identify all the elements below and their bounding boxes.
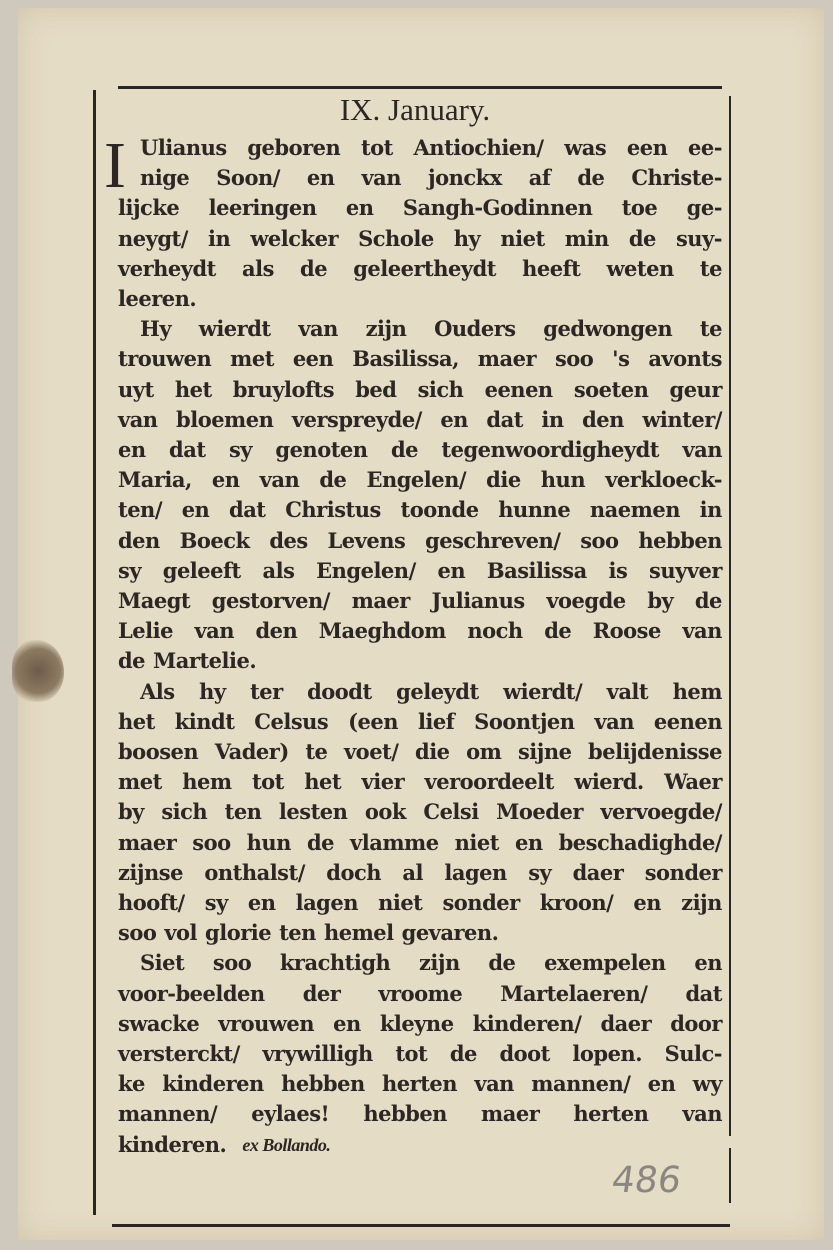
word: des xyxy=(269,527,308,553)
word: den xyxy=(118,527,160,553)
word: verkloeck- xyxy=(605,467,722,493)
word: min xyxy=(564,225,609,251)
word: Celsus xyxy=(254,708,329,734)
word: Celsi xyxy=(423,799,479,825)
word: hebben xyxy=(363,1101,447,1127)
text-line xyxy=(118,678,722,706)
word: was xyxy=(564,135,607,160)
word: in xyxy=(699,497,722,523)
text-line xyxy=(118,255,722,283)
word: en xyxy=(118,437,146,462)
word: Ulianus xyxy=(140,135,227,160)
word: hy xyxy=(453,225,481,251)
word: en xyxy=(345,195,374,221)
word: die xyxy=(486,467,521,493)
word: Basilissa, xyxy=(352,346,459,372)
word: de xyxy=(319,467,347,493)
word: trouwen xyxy=(118,346,212,372)
text-line xyxy=(118,859,722,887)
word: lief xyxy=(417,708,455,734)
word: hooft/ xyxy=(118,890,185,915)
word: Levens xyxy=(327,527,406,553)
word: neygt/ xyxy=(118,225,188,251)
word: geschreven/ xyxy=(425,527,561,553)
word: Hy xyxy=(140,316,172,342)
word: die xyxy=(415,739,450,764)
word: hebben xyxy=(638,527,722,553)
word: Sulc- xyxy=(664,1041,722,1066)
word: mannen/ xyxy=(531,1071,631,1097)
word: van xyxy=(361,165,402,191)
right-rule xyxy=(729,96,731,1136)
word: de xyxy=(390,437,418,462)
text-line xyxy=(118,889,722,917)
word: bloemen xyxy=(176,406,274,432)
text-line xyxy=(118,557,722,585)
word: de xyxy=(449,1041,477,1066)
word: om xyxy=(466,739,502,764)
word: en xyxy=(181,497,210,523)
word: leeringen xyxy=(208,195,317,221)
word: sich xyxy=(417,376,464,402)
word: Christe- xyxy=(631,165,722,191)
word: en xyxy=(633,890,662,915)
word: van xyxy=(194,618,235,644)
word: een xyxy=(292,346,334,372)
text-line xyxy=(140,134,722,162)
word: 's xyxy=(612,346,630,372)
word: kroon/ xyxy=(539,890,614,915)
word: en xyxy=(306,165,335,191)
word: eylaes! xyxy=(251,1101,330,1127)
word: doch xyxy=(326,859,382,885)
word: als xyxy=(241,255,274,281)
word: Schole xyxy=(358,225,434,251)
word: sich xyxy=(161,799,208,825)
text-line xyxy=(118,496,722,524)
text-line xyxy=(140,164,722,192)
word: het xyxy=(118,708,155,734)
word: zijn xyxy=(365,316,407,342)
word: sy xyxy=(228,437,252,462)
word: en xyxy=(647,1071,676,1097)
word: soeten xyxy=(573,376,649,402)
word: en xyxy=(440,406,468,432)
word: vrywilligh xyxy=(262,1041,373,1066)
word: ten xyxy=(224,799,262,825)
top-rule xyxy=(118,86,722,89)
word: belijdenisse xyxy=(588,739,722,764)
word: vlamme xyxy=(350,829,439,855)
word: de xyxy=(544,618,572,644)
word: eenen xyxy=(653,708,722,734)
word: niet xyxy=(500,225,545,251)
word: de xyxy=(628,225,656,251)
word: geleertheydt xyxy=(353,255,496,281)
word: by xyxy=(118,799,144,825)
word: zijnse xyxy=(118,859,183,885)
word: als xyxy=(262,557,295,583)
word: de xyxy=(118,648,146,674)
text-line xyxy=(118,406,722,434)
word: toonde xyxy=(400,497,479,523)
word: hemel xyxy=(323,920,394,946)
word: geleydt xyxy=(396,678,479,704)
text-line xyxy=(118,949,722,977)
word: ten/ xyxy=(118,497,162,523)
word: ook xyxy=(364,799,406,825)
word: tot xyxy=(251,769,284,795)
word: te xyxy=(699,316,722,342)
word: Maeghdom xyxy=(318,618,446,644)
word: wy xyxy=(692,1071,722,1097)
word: kinderen/ xyxy=(472,1010,582,1036)
word: met xyxy=(118,769,162,795)
word: zijn xyxy=(418,950,460,976)
word: versterckt/ xyxy=(118,1041,240,1066)
word: Vader) xyxy=(214,739,289,764)
word: weten xyxy=(606,255,674,281)
word: door xyxy=(670,1010,722,1036)
word: voor-beelden xyxy=(118,980,265,1006)
text-line xyxy=(118,194,722,222)
word: hy xyxy=(199,678,226,704)
word: sonder xyxy=(442,890,520,915)
word: lagen xyxy=(295,890,358,915)
word: geur xyxy=(669,376,722,402)
word: leeren. xyxy=(118,286,197,311)
word: ter xyxy=(250,678,283,704)
word: hem xyxy=(672,678,722,704)
word: geboren xyxy=(247,135,341,160)
word: niet xyxy=(454,829,499,855)
word: winter/ xyxy=(642,406,722,432)
word: en xyxy=(514,829,543,855)
word: vervoegde/ xyxy=(600,799,722,825)
word: jonckx xyxy=(428,165,502,191)
word: Martelaeren/ xyxy=(500,980,648,1006)
word: soo xyxy=(192,829,231,855)
word: daer xyxy=(600,1010,652,1036)
text-line xyxy=(118,1040,722,1068)
word: maer xyxy=(481,1101,540,1127)
word: lesten xyxy=(278,799,348,825)
word: toe xyxy=(621,195,658,221)
word: het xyxy=(304,769,342,795)
word: en xyxy=(247,890,276,915)
text-line xyxy=(118,376,722,404)
text-line xyxy=(118,285,722,313)
word: bed xyxy=(355,376,397,402)
text-line xyxy=(118,466,722,494)
word: Waer xyxy=(664,769,722,795)
word: uyt xyxy=(118,376,154,402)
word: Ouders xyxy=(434,316,516,342)
word: suy- xyxy=(675,225,722,251)
word: nige xyxy=(140,165,190,191)
word: Roose xyxy=(592,618,661,644)
word: een xyxy=(626,135,668,160)
drop-cap: I xyxy=(104,129,126,202)
word: exempelen xyxy=(544,950,666,976)
word: van xyxy=(118,406,158,432)
word: wierd. xyxy=(574,769,644,795)
text-line xyxy=(118,315,722,343)
word: naemen xyxy=(589,497,680,523)
text-line xyxy=(118,647,722,675)
word: Maegt xyxy=(118,588,191,613)
word: lopen. xyxy=(572,1041,643,1066)
word: doodt xyxy=(307,678,372,704)
word: ee- xyxy=(688,135,722,160)
word: valt xyxy=(606,678,649,704)
word: dat xyxy=(685,980,722,1006)
word: voet/ xyxy=(343,739,399,764)
text-line xyxy=(118,225,722,253)
word: eenen xyxy=(484,376,553,402)
word: soo xyxy=(554,346,594,372)
word: sy xyxy=(528,859,552,885)
word: lagen xyxy=(444,859,507,885)
text-line xyxy=(118,617,722,645)
word: dat xyxy=(169,437,206,462)
word: maer xyxy=(118,829,177,855)
word: Boeck xyxy=(179,527,250,553)
word: en xyxy=(694,950,722,976)
word: te xyxy=(699,255,722,281)
word: verspreyde/ xyxy=(291,406,422,432)
word: soo xyxy=(212,950,252,976)
word: vroome xyxy=(378,980,463,1006)
word: Sangh-Godinnen xyxy=(402,195,593,221)
word: vier xyxy=(361,769,405,795)
word: in xyxy=(207,225,231,251)
text-line xyxy=(118,829,722,857)
word: Christus xyxy=(285,497,381,523)
word: kinderen xyxy=(162,1071,264,1097)
word: soo xyxy=(118,920,157,946)
word: gevaren. xyxy=(401,920,499,946)
word: vol xyxy=(164,920,198,946)
word: de xyxy=(577,165,605,191)
word: krachtigh xyxy=(279,950,391,976)
word: geleeft xyxy=(162,557,241,583)
text-line xyxy=(118,919,722,947)
word: kinderen. xyxy=(118,1131,227,1157)
word: Julianus xyxy=(431,588,525,613)
word: by xyxy=(647,588,674,613)
text-line xyxy=(118,1131,722,1159)
text-line xyxy=(118,768,722,796)
word: hem xyxy=(182,769,232,795)
word: Als xyxy=(140,678,175,704)
word: bruylofts xyxy=(232,376,335,402)
word: vrouwen xyxy=(218,1010,315,1036)
word: hebben xyxy=(281,1071,365,1097)
word: van xyxy=(259,467,300,493)
word: in xyxy=(541,406,564,432)
word: noch xyxy=(467,618,523,644)
word: ge- xyxy=(686,195,722,221)
word: Soontjen xyxy=(474,708,575,734)
word: van xyxy=(594,708,634,734)
text-line xyxy=(118,980,722,1008)
word: kindt xyxy=(174,708,235,734)
word: veroordeelt xyxy=(424,769,554,795)
word: met xyxy=(230,346,274,372)
word: tot xyxy=(360,135,393,160)
word: (een xyxy=(348,708,399,734)
word: hun xyxy=(540,467,586,493)
word: soo xyxy=(580,527,619,553)
word: avonts xyxy=(648,346,722,372)
word: en xyxy=(333,1010,361,1036)
text-line xyxy=(118,436,722,464)
word: de xyxy=(300,255,328,281)
word: Moeder xyxy=(496,799,583,825)
word: dat xyxy=(486,406,523,432)
word: niet xyxy=(378,890,423,915)
word: van xyxy=(682,618,722,644)
text-line xyxy=(118,527,722,555)
word: af xyxy=(528,165,551,191)
word: het xyxy=(174,376,212,402)
word: maer xyxy=(477,346,537,372)
word: de xyxy=(694,588,722,613)
word: beschadighde/ xyxy=(558,829,722,855)
right-rule-lower xyxy=(729,1148,731,1203)
word: der xyxy=(302,980,341,1006)
word: al xyxy=(402,859,423,885)
word: ten xyxy=(279,920,316,946)
word: heeft xyxy=(522,255,581,281)
word: onthalst/ xyxy=(204,859,305,885)
word: mannen/ xyxy=(118,1101,218,1127)
word: sy xyxy=(118,557,142,583)
word: tot xyxy=(395,1041,428,1066)
word: kleyne xyxy=(379,1010,454,1036)
word: tegenwoordigheydt xyxy=(441,437,659,462)
word: doot xyxy=(499,1041,550,1066)
word: herten xyxy=(382,1071,458,1097)
source-citation: ex Bollando. xyxy=(242,1134,331,1155)
word: Engelen/ xyxy=(366,467,467,493)
word: glorie xyxy=(205,920,272,946)
text-line xyxy=(118,345,722,373)
word: is xyxy=(608,557,628,583)
word: van xyxy=(682,437,722,462)
word: de xyxy=(306,829,335,855)
handwritten-number: 486 xyxy=(609,1160,684,1201)
word: sonder xyxy=(644,859,722,885)
word: dat xyxy=(229,497,266,523)
word: hunne xyxy=(498,497,571,523)
word: Soon/ xyxy=(216,165,280,191)
text-line xyxy=(118,708,722,736)
text-line xyxy=(118,587,722,615)
page-title: IX. January. xyxy=(339,92,491,127)
word: gestorven/ xyxy=(211,588,330,613)
word: herten xyxy=(573,1101,649,1127)
word: verheydt xyxy=(118,255,216,281)
left-rule xyxy=(93,90,96,1215)
word: Basilissa xyxy=(486,557,587,583)
word: Martelie. xyxy=(153,648,257,674)
text-line xyxy=(118,738,722,766)
word: te xyxy=(305,739,328,764)
word: Siet xyxy=(140,950,185,976)
word: hun xyxy=(246,829,291,855)
word: Engelen/ xyxy=(316,557,416,583)
word: van xyxy=(298,316,338,342)
bottom-rule xyxy=(112,1224,730,1227)
word: de xyxy=(488,950,516,976)
word: suyver xyxy=(649,557,722,583)
word: wierdt/ xyxy=(503,678,583,704)
word: boosen xyxy=(118,739,199,764)
word: van xyxy=(682,1101,722,1127)
word: daer xyxy=(572,859,624,885)
word: gedwongen xyxy=(543,316,673,342)
word: sy xyxy=(204,890,228,915)
word: sijne xyxy=(517,739,572,764)
stain xyxy=(12,640,64,702)
word: Antiochien/ xyxy=(413,135,544,160)
word: genoten xyxy=(275,437,368,462)
word: den xyxy=(255,618,298,644)
word: en xyxy=(437,557,466,583)
word: swacke xyxy=(118,1010,200,1036)
word: lijcke xyxy=(118,195,180,221)
word: welcker xyxy=(250,225,339,251)
text-line xyxy=(118,1010,722,1038)
word: voegde xyxy=(546,588,626,613)
word: maer xyxy=(351,588,410,613)
word: en xyxy=(211,467,240,493)
word: den xyxy=(582,406,624,432)
word: zijn xyxy=(681,890,722,915)
word: Lelie xyxy=(118,618,173,644)
word: wierdt xyxy=(198,316,271,342)
word: Maria, xyxy=(118,467,192,493)
word: van xyxy=(474,1071,514,1097)
text-line xyxy=(118,1100,722,1128)
text-line xyxy=(118,798,722,826)
text-line xyxy=(118,1070,722,1098)
word: ke xyxy=(118,1071,145,1097)
